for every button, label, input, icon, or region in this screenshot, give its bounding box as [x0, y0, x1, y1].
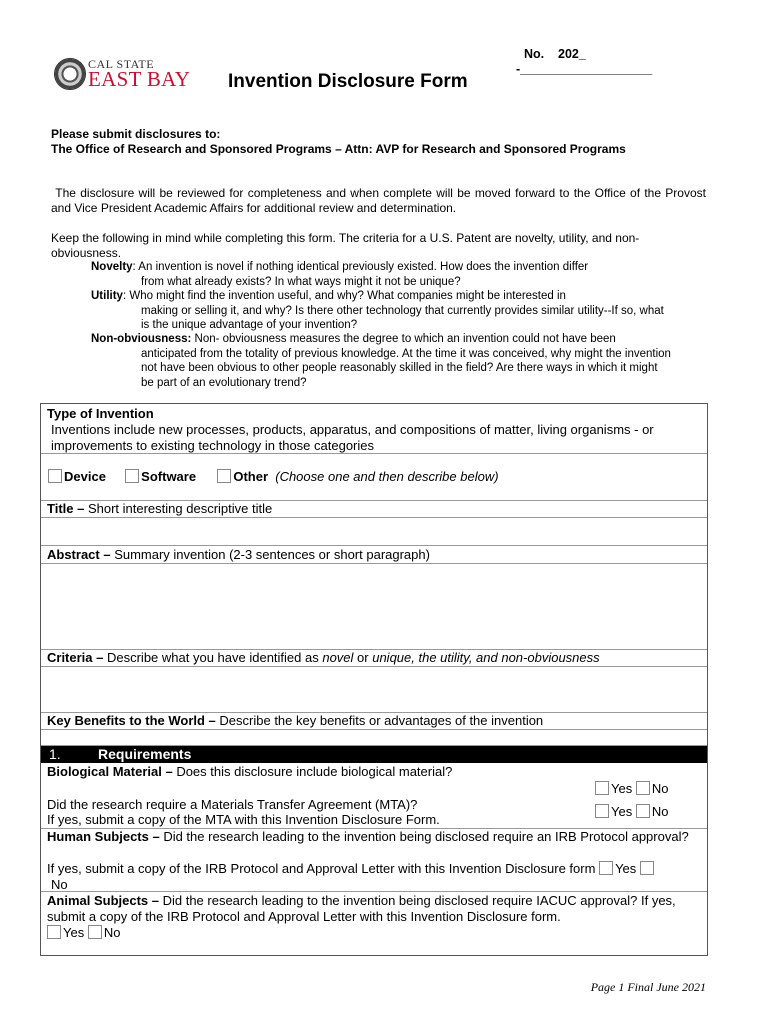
human-desc: Did the research leading to the invention being disclosed require an IRB Protocol approval?	[159, 829, 689, 844]
benefits-input-row[interactable]	[41, 730, 707, 746]
title-label-bold: Title –	[47, 501, 85, 516]
bio-yes-no	[595, 781, 668, 796]
other-label: Other	[233, 469, 268, 484]
criteria-desc-2: unique, the utility, and non-obviousness	[372, 650, 600, 665]
requirements-header	[41, 746, 707, 763]
bio-no-label: No	[651, 781, 669, 796]
utility-text-2: making or selling it, and why? Is there other technology that currently provides similar utility--If so, what is the unique advantage of your invention?	[141, 304, 664, 331]
mta-no-label: No	[651, 804, 669, 819]
page-footer: Page 1 Final June 2021	[590, 980, 706, 994]
mta-yes-checkbox[interactable]	[595, 804, 609, 818]
biological-row	[41, 763, 707, 799]
number-year: 202_	[558, 47, 586, 61]
benefits-label-row	[41, 713, 707, 730]
animal-no-checkbox[interactable]	[88, 925, 102, 939]
bio-no-checkbox[interactable]	[636, 781, 650, 795]
type-heading: Type of Invention	[47, 406, 154, 421]
human-subjects-row	[41, 829, 707, 892]
animal-yes-checkbox[interactable]	[47, 925, 61, 939]
bio-label: Biological Material –	[47, 764, 173, 779]
criteria-label-bold: Criteria –	[47, 650, 104, 665]
bio-yes-checkbox[interactable]	[595, 781, 609, 795]
mta-question: Did the research require a Materials Transfer Agreement (MTA)?	[47, 797, 418, 812]
animal-desc: Did the research leading to the invention being disclosed require IACUC approval? If yes, submit a copy of the IRB Protocol and Approval Letter with this Invention Disclosure form.	[47, 893, 676, 924]
abstract-label-bold: Abstract –	[47, 547, 111, 562]
human-yes-checkbox[interactable]	[599, 861, 613, 875]
mta-yes-no	[595, 804, 668, 819]
cal-state-east-bay-logo	[54, 56, 194, 92]
title-label-row	[41, 501, 707, 518]
review-note	[51, 186, 706, 215]
form-title: Invention Disclosure Form	[228, 71, 468, 92]
abstract-label-row	[41, 546, 707, 564]
novelty-text-2: from what already exists? In what ways might it not be unique?	[141, 275, 461, 288]
type-options-row	[41, 454, 707, 501]
utility-term: Utility	[91, 290, 123, 302]
utility-text-1: : Who might find the invention useful, and why? What companies might be interested in	[122, 290, 566, 302]
nonobv-term: Non-obviousness:	[91, 333, 192, 345]
human-question	[47, 829, 701, 845]
bio-yes-label: Yes	[611, 781, 633, 796]
type-options	[48, 469, 701, 485]
type-description: Inventions include new processes, products, apparatus, and compositions of matter, living organisms - or improvements to existing technology in those categories	[51, 422, 654, 453]
criteria-label-row	[41, 650, 707, 667]
criteria-novel: novel	[322, 650, 354, 665]
abstract-label	[47, 547, 701, 563]
criteria-desc-1: Describe what you have identified as	[103, 650, 323, 665]
university-seal-icon	[54, 58, 86, 90]
nonobv-text-1: Non- obviousness measures the degree to which an invention could not have been	[191, 333, 616, 345]
human-yes-label: Yes	[615, 861, 637, 876]
bio-question	[47, 764, 701, 780]
type-note: (Choose one and then describe below)	[275, 469, 499, 484]
criteria-label	[47, 650, 701, 666]
human-note-line	[47, 861, 701, 893]
animal-label: Animal Subjects –	[47, 893, 159, 908]
requirements-number: 1.	[49, 746, 61, 762]
device-checkbox[interactable]	[48, 469, 62, 483]
human-label: Human Subjects –	[47, 829, 160, 844]
disclosure-form-table	[40, 403, 708, 956]
animal-yes-no	[47, 925, 701, 941]
submit-label: Please submit disclosures to:	[51, 127, 221, 141]
benefits-label-bold: Key Benefits to the World –	[47, 713, 216, 728]
animal-question	[47, 893, 701, 925]
abstract-desc: Summary invention (2-3 sentences or short paragraph)	[110, 547, 430, 562]
animal-yes-label: Yes	[63, 925, 85, 940]
logo-line-1: CAL STATE	[88, 57, 155, 71]
mta-no-checkbox[interactable]	[636, 804, 650, 818]
novelty-text-1: : An invention is novel if nothing identical previously existed. How does the invention differ	[132, 261, 589, 273]
mta-yes-label: Yes	[611, 804, 633, 819]
review-note-text: The disclosure will be reviewed for completeness and when complete will be moved forward to the Office of the Provost and Vice President Academic Affairs for additional review and determination.	[51, 186, 706, 215]
criterion-novelty	[91, 260, 651, 289]
novelty-term: Novelty	[91, 261, 133, 273]
bio-desc: Does this disclosure include biological material?	[172, 764, 453, 779]
logo-line-2: EAST BAY	[88, 67, 191, 91]
human-no-label: No	[51, 877, 68, 892]
human-note: If yes, submit a copy of the IRB Protocol and Approval Letter with this Invention Disclosure form	[47, 861, 596, 876]
software-label: Software	[141, 469, 197, 484]
title-label	[47, 501, 701, 517]
number-field[interactable]: -___________________	[516, 62, 653, 76]
criteria-input-row[interactable]	[41, 667, 707, 713]
mta-row	[41, 796, 707, 829]
abstract-input-row[interactable]	[41, 564, 707, 650]
device-label: Device	[64, 469, 106, 484]
number-label: No.	[524, 47, 545, 61]
type-of-invention-row	[41, 404, 707, 454]
nonobv-text-2: anticipated from the totality of previous knowledge. At the time it was conceived, why might the invention not have been obvious to other people reasonably skilled in the field? Are there ways in which it might be part of an evolutionary trend?	[141, 347, 671, 389]
criterion-utility	[91, 289, 671, 333]
benefits-label	[47, 713, 701, 729]
animal-no-label: No	[103, 925, 121, 940]
submit-to: The Office of Research and Sponsored Programs – Attn: AVP for Research and Sponsored Programs	[51, 142, 626, 156]
human-no-checkbox[interactable]	[640, 861, 654, 875]
software-checkbox[interactable]	[125, 469, 139, 483]
title-input-row[interactable]	[41, 518, 707, 546]
criteria-intro: Keep the following in mind while completing this form. The criteria for a U.S. Patent are novelty, utility, and non-obviousness.	[51, 231, 640, 260]
requirements-title: Requirements	[98, 746, 192, 762]
other-checkbox[interactable]	[217, 469, 231, 483]
mta-note: If yes, submit a copy of the MTA with this Invention Disclosure Form.	[47, 812, 440, 827]
criterion-non-obviousness	[91, 332, 671, 390]
title-desc: Short interesting descriptive title	[84, 501, 273, 516]
animal-subjects-row	[41, 892, 707, 957]
benefits-desc: Describe the key benefits or advantages of the invention	[215, 713, 544, 728]
criteria-or: or	[353, 650, 373, 665]
